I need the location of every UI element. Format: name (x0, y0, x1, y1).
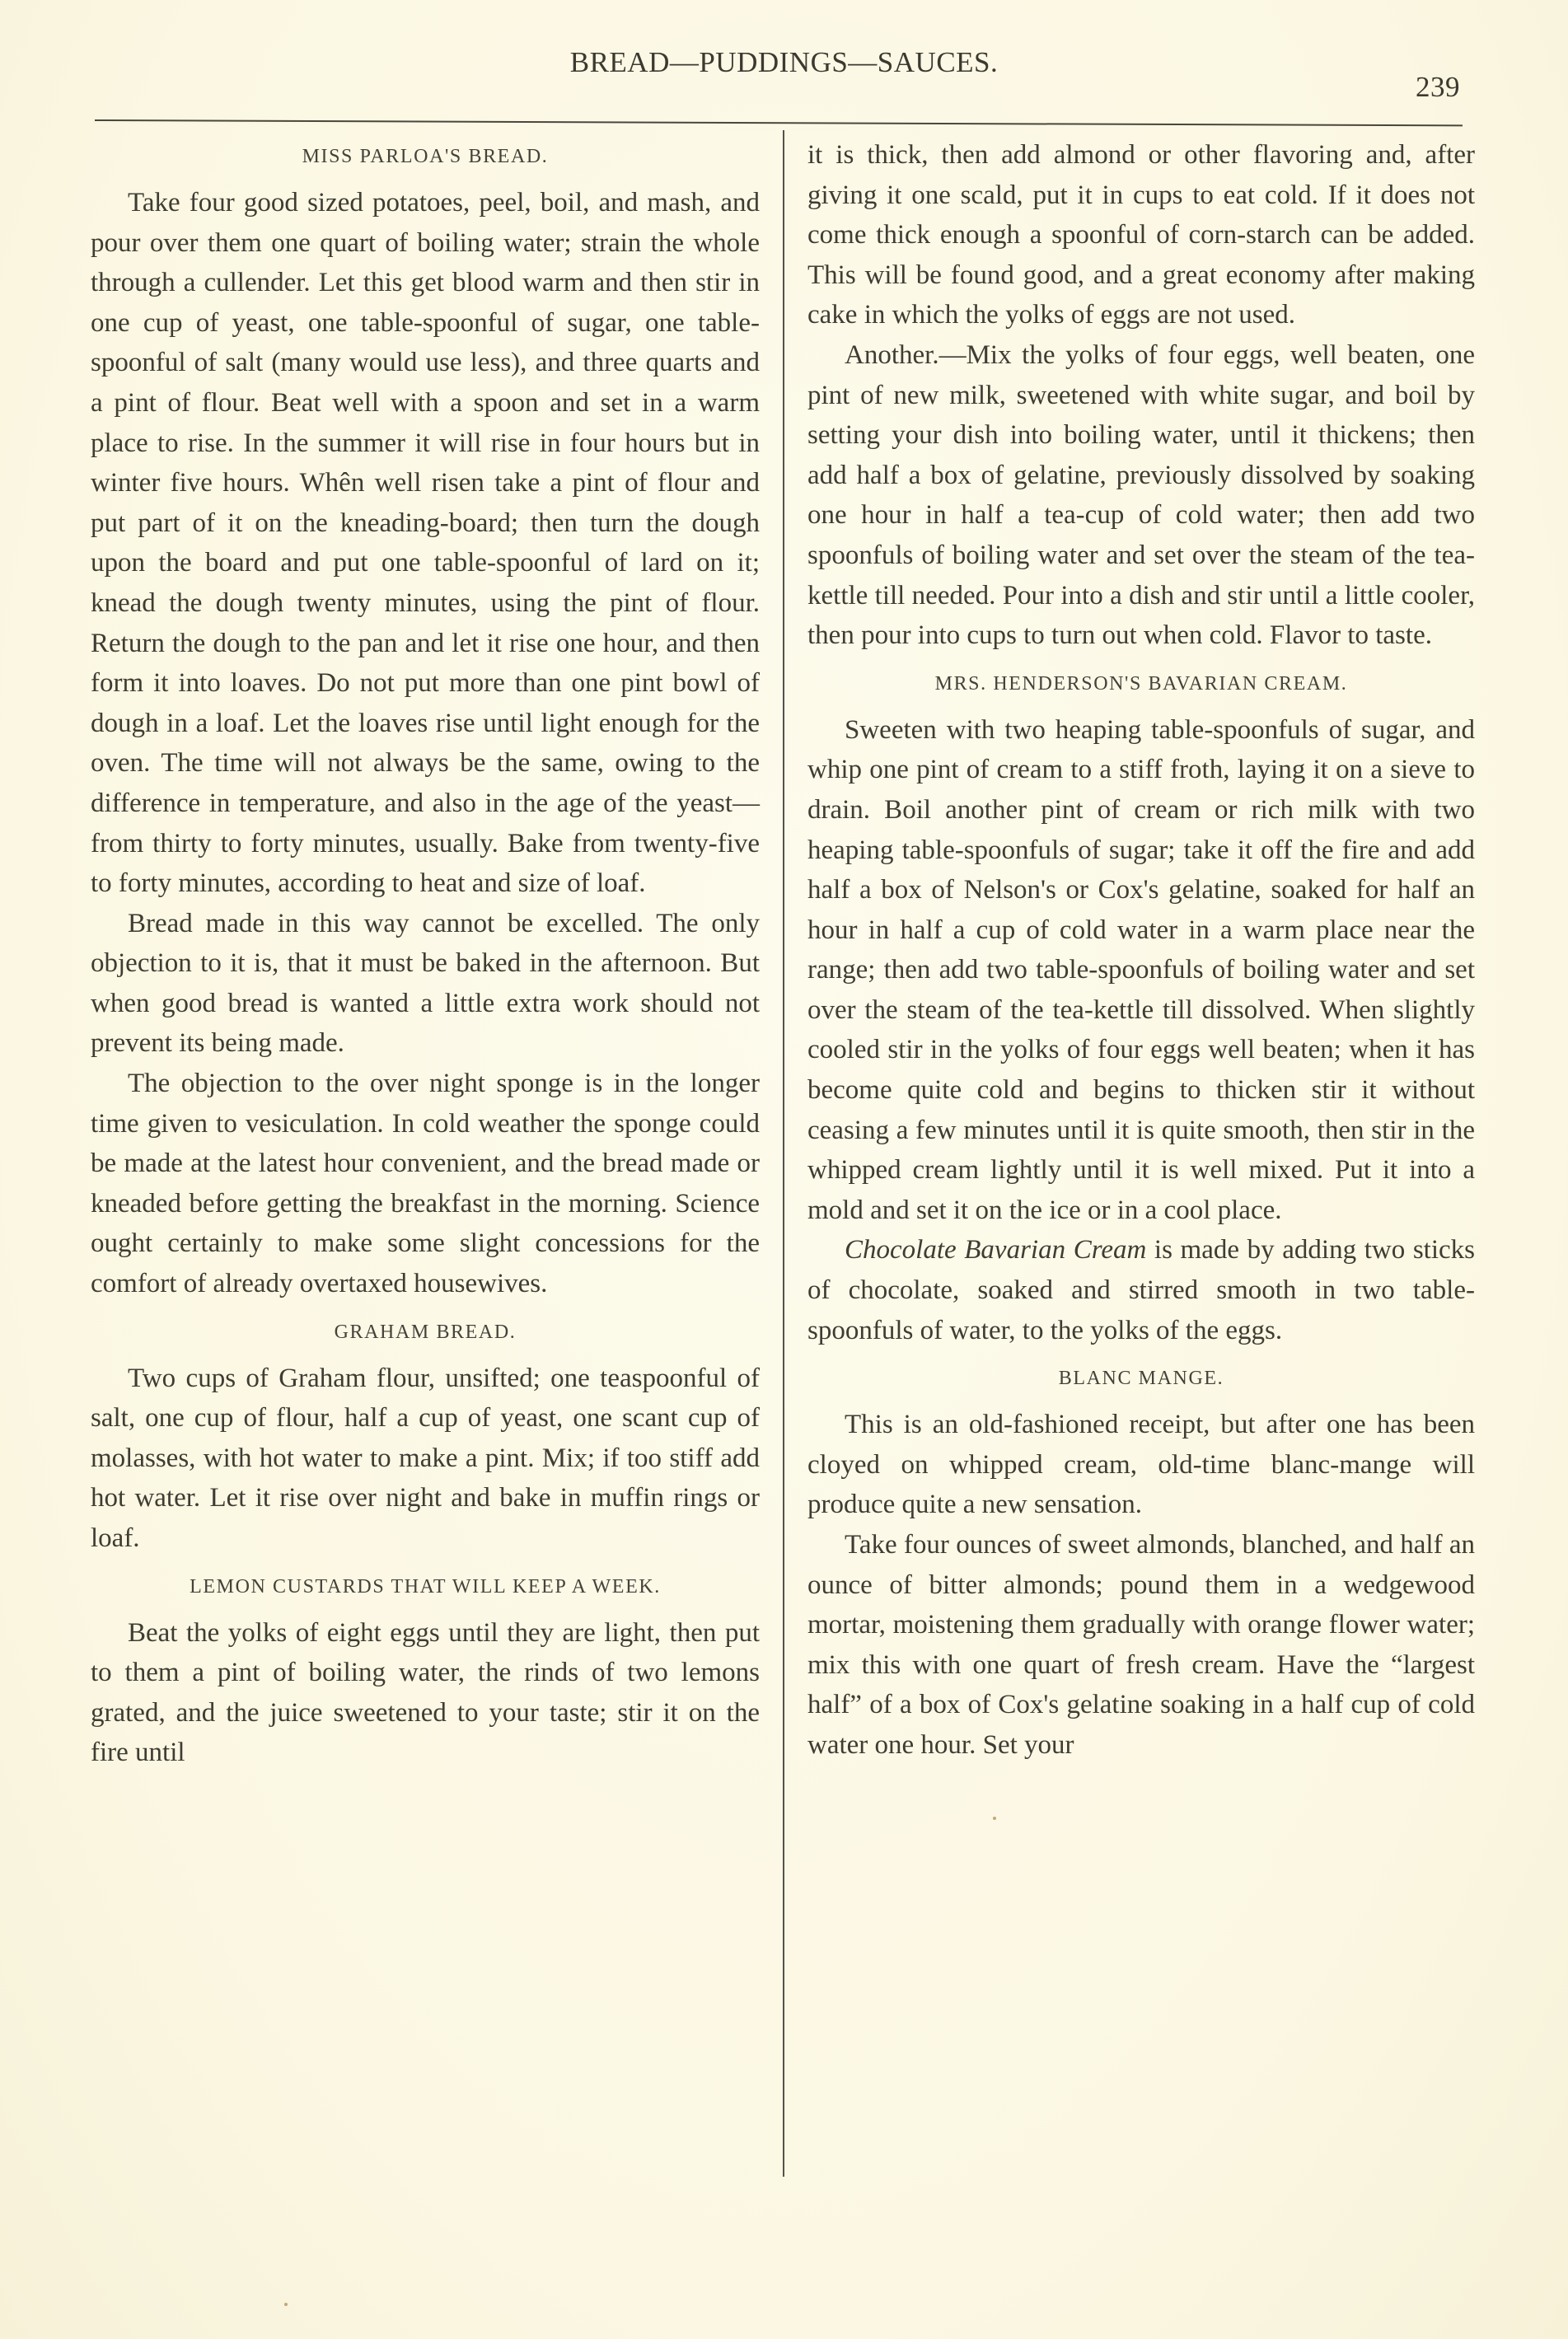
page-number: 239 (1416, 71, 1460, 103)
paragraph: This is an old-fashioned receipt, but after one has been cloyed on whipped cream, old-time blanc-mange will produce quite a new sensation. (807, 1410, 1475, 1520)
continued-paragraph: it is thick, then add almond or other flavoring and, after giving it one scald, put it in cups to eat cold. If it does not come thick enough a spoonful of corn-starch can be added. This will be found good, and a great economy after making cake in which the yolks of eggs are not used. (807, 140, 1475, 330)
section-heading-lemon-custards: LEMON CUSTARDS THAT WILL KEEP A WEEK. (190, 1575, 661, 1598)
paragraph: Beat the yolks of eight eggs until they are light, then put to them a pint of boiling water, the rinds of two lemons grated, and the juice sweetened to your taste; stir it on the fire until (91, 1617, 760, 1768)
paragraph: Bread made in this way cannot be excelled. The only objection to it is, that it must be baked in the afternoon. But when good bread is wanted a little extra work should not prevent its being made. (91, 908, 760, 1059)
left-column (91, 135, 760, 1773)
chocolate-variant-text: is made by adding two sticks of chocolate, soaked and stirred smooth in two table-spoonfuls of water, to the yolks of the eggs. (807, 1235, 1475, 1345)
section-heading-bavarian-cream: MRS. HENDERSON'S BAVARIAN CREAM. (934, 672, 1348, 695)
page-header (0, 0, 1568, 132)
section-heading-graham-bread: GRAHAM BREAD. (334, 1321, 517, 1343)
italic-recipe-name: Chocolate Bavarian Cream (845, 1235, 1147, 1265)
running-title: BREAD—PUDDINGS—SAUCES. (569, 46, 999, 78)
section-heading-miss-parloas-bread: MISS PARLOA'S BREAD. (302, 146, 549, 167)
header-rule (95, 119, 1463, 126)
paragraph-chocolate-variant (807, 1230, 1475, 1350)
paragraph: Two cups of Graham flour, unsifted; one teaspoonful of salt, one cup of flour, half a cup of yeast, one scant cup of molasses, with hot water to make a pint. Mix; if too stiff add hot water. Let it rise over night and bake in muffin rings or loaf. (91, 1363, 760, 1553)
paragraph: Take four good sized potatoes, peel, boil, and mash, and pour over them one quart of boiling water; strain the whole through a cullender. Let this get blood warm and then stir in one cup of yeast, one table-spoonful of sugar, one table-spoonful of salt (many would use less), and three quarts and a pint of flour. Beat well with a spoon and set in a warm place to rise. In the summer it will rise in four hours but in winter five hours. Whên well risen take a pint of flour and put part of it on the kneading-board; then turn the dough upon the board and put one table-spoonful of lard on it; knead the dough twenty minutes, using the pint of flour. Return the dough to the pan and let it rise one hour, and then form it into loaves. Do not put more than one pint bowl of dough in a loaf. Let the loaves rise until light enough for the oven. The time will not always be the same, owing to the difference in temperature, and also in the age of the yeast—from thirty to forty minutes, usually. Bake from twenty-five to forty minutes, according to heat and size of loaf. (91, 188, 760, 899)
paragraph: Take four ounces of sweet almonds, blanched, and half an ounce of bitter almonds; pound them in a wedgewood mortar, moistening them gradually with orange flower water; mix this with one quart of fresh cream. Have the “largest half” of a box of Cox's gelatine soaking in a half cup of cold water one hour. Set your (807, 1530, 1475, 1760)
paragraph-another: Another.—Mix the yolks of four eggs, well beaten, one pint of new milk, sweetened with white sugar, and boil by setting your dish into boiling water, until it thickens; then add half a box of gelatine, previously dissolved by soaking one hour in half a tea-cup of cold water; then add two spoonfuls of boiling water and set over the steam of the tea-kettle till needed. Pour into a dish and stir until a little cooler, then pour into cups to turn out when cold. Flavor to taste. (807, 339, 1475, 651)
section-heading-blanc-mange: BLANC MANGE. (1058, 1368, 1224, 1390)
paper-speck (284, 2303, 288, 2306)
paragraph: The objection to the over night sponge is in the longer time given to vesiculation. In cold weather the sponge could be made at the latest hour convenient, and the bread made or kneaded before getting the breakfast in the morning. Science ought certainly to make some slight concessions for the comfort of already overtaxed housewives. (91, 1069, 760, 1299)
right-column (807, 135, 1475, 1766)
paper-speck (993, 1817, 996, 1820)
paragraph: Sweeten with two heaping table-spoonfuls of sugar, and whip one pint of cream to a stiff froth, laying it on a sieve to drain. Boil another pint of cream or rich milk with two heaping table-spoonfuls of sugar; take it off the fire and add half a box of Nelson's or Cox's gelatine, soaked for half an hour in half a cup of cold water in a warm place near the range; then add two table-spoonfuls of boiling water and set over the steam of the tea-kettle till dissolved. When slightly cooled stir in the yolks of four eggs well beaten; when it has become quite cold and begins to thicken stir it without ceasing a few minutes until it is quite smooth, then stir in the whipped cream lightly until it is well mixed. Put it into a mold and set it on the ice or in a cool place. (807, 714, 1475, 1225)
column-divider (783, 130, 784, 2177)
